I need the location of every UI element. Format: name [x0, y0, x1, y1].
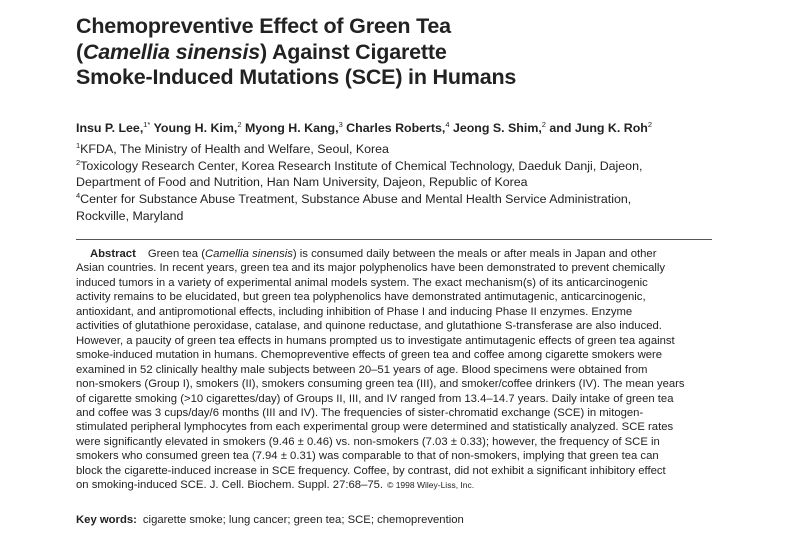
author: Jeong S. Shim,$^2$ — [449, 120, 546, 135]
affiliation-line: Rockville, Maryland — [76, 208, 184, 223]
keywords — [76, 513, 776, 527]
abstract-species-name: Camellia sinensis — [204, 248, 293, 260]
copyright-notice: © 1998 Wiley-Liss, Inc. — [387, 480, 475, 491]
author: Young H. Kim,$^2$ — [150, 120, 242, 135]
abstract-line: non-smokers (Group I), smokers (II), smokers consuming green tea (III), and smoker/coffee drinkers (IV). The mean years — [76, 378, 685, 391]
abstract-line: Asian countries. In recent years, green tea and its major polyphenolics have been demonstrated to prevent chemically — [76, 262, 666, 275]
abstract-line: block the cigarette-induced increase in SCE frequency. Coffee, by contrast, did not exhibit a significant inhibitory effect — [76, 464, 666, 477]
abstract-label: Abstract — [90, 248, 136, 260]
abstract-line: examined in 52 clinically healthy male subjects between 20–51 years of age. Blood specimens were obtained from — [76, 363, 648, 376]
affiliation-line: $^4$Center for Substance Abuse Treatment, Substance Abuse and Mental Health Service Administration, — [76, 191, 632, 207]
abstract-line: However, a paucity of green tea effects in humans prompted us to investigate antimutagenic effects of green tea against — [76, 334, 675, 347]
author: Myong H. Kang,$^3$ — [241, 120, 343, 135]
abstract-line: were significantly elevated in smokers (9.46 ± 0.46) vs. non-smokers (7.03 ± 0.33); however, the frequency of SCE in — [76, 435, 660, 448]
abstract-line: and coffee was 3 cups/day/6 months (III and IV). The frequencies of sister-chromatid exchange (SCE) in mitogen- — [76, 406, 644, 419]
abstract-line: activities of glutathione peroxidase, catalase, and quinone reductase, and glutathione S-transferase are also induced. — [76, 320, 662, 333]
abstract-line: on smoking-induced SCE. J. Cell. Biochem. Suppl. 27:68–75. © 1998 Wiley-Liss, Inc. — [76, 479, 475, 492]
abstract-line: smokers who consumed green tea (7.94 ± 0.31) was comparable to that of non-smokers, implying that green tea can — [76, 450, 659, 463]
affiliation-line: Department of Food and Nutrition, Han Nam University, Dajeon, Republic of Korea — [76, 175, 528, 190]
affiliation-line: $^1$KFDA, The Ministry of Health and Welfare, Seoul, Korea — [76, 141, 389, 156]
title-line-3: Smoke-Induced Mutations (SCE) in Humans — [76, 65, 517, 89]
section-divider — [76, 239, 712, 240]
abstract-line: stimulated peripheral lymphocytes from each experimental group were determined and statistically analyzed. SCE rates — [76, 421, 674, 434]
affiliations — [76, 141, 786, 225]
author: Insu P. Lee,$^{1*}$ — [76, 120, 151, 135]
abstract-line: Abstract Green tea (Camellia sinensis) is consumed daily between the meals or after meals in Japan and other — [90, 248, 657, 260]
abstract-line: of cigarette smoking (>10 cigarettes/day) of Groups II, III, and IV ranged from 13.4–14.7 years. Daily intake of green tea — [76, 392, 674, 405]
keywords-text: cigarette smoke; lung cancer; green tea; SCE; chemoprevention — [142, 514, 464, 526]
author-list — [76, 120, 786, 136]
keywords-label: Key words: — [76, 514, 137, 526]
title-line-1: Chemopreventive Effect of Green Tea — [76, 14, 451, 38]
abstract-line: smoke-induced mutation in humans. Chemopreventive effects of green tea and coffee among cigarette smokers were — [76, 349, 663, 362]
abstract-line: antioxidant, and antipromotional effects, including inhibition of Phase I and inducing Phase II enzymes. Enzyme — [76, 305, 633, 318]
author: Charles Roberts,$^4$ — [342, 120, 450, 135]
title-species-name: Camellia sinensis — [82, 39, 261, 64]
abstract-line: induced tumors in a variety of experimental animal models system. The exact mechanism(s) of its anticarcinogenic — [76, 276, 648, 289]
abstract — [76, 247, 716, 493]
paper-title — [76, 14, 776, 91]
abstract-line: activity remains to be elucidated, but green tea polyphenolics have demonstrated antimutagenic, anticarcinogenic, — [76, 291, 646, 304]
affiliation-line: $^2$Toxicology Research Center, Korea Research Institute of Chemical Technology, Daeduk Danji, Dajeon, — [76, 157, 643, 173]
author: and Jung K. Roh$^2$ — [545, 120, 652, 135]
title-line-2: (Camellia sinensis) Against Cigarette — [76, 39, 447, 64]
